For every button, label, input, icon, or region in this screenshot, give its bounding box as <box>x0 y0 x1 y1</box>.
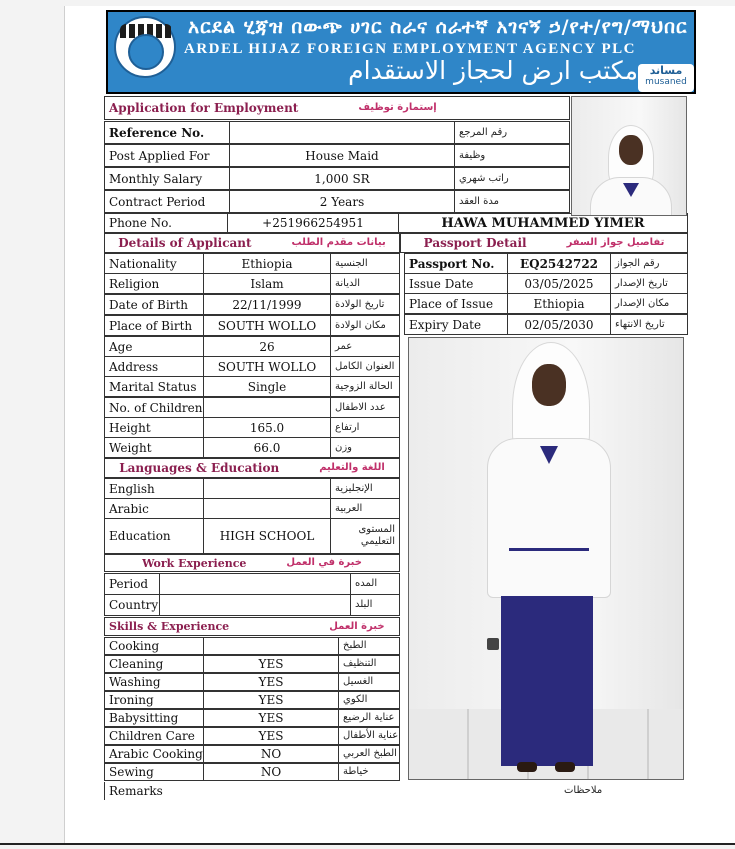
applicant-label-ar: تاريخ الولادة <box>330 294 400 315</box>
skill-value: NO <box>203 745 339 763</box>
application-label-ar: راتب شهري <box>454 167 570 190</box>
work-value <box>159 594 351 616</box>
skill-label-ar: الغسيل <box>338 673 400 691</box>
application-value: 1,000 SR <box>229 167 455 190</box>
language-label: Arabic <box>104 498 204 519</box>
skill-value: YES <box>203 691 339 709</box>
applicant-value: 66.0 <box>203 437 331 458</box>
work-label: Period <box>104 573 160 595</box>
applicant-label: Weight <box>104 437 204 458</box>
application-value <box>229 121 455 144</box>
applicant-label-ar: عدد الاطفال <box>330 397 400 418</box>
skill-value: YES <box>203 709 339 727</box>
application-title-en: Application for Employment <box>109 101 299 115</box>
applicant-label-ar: الجنسية <box>330 253 400 274</box>
applicant-label: No. of Children <box>104 397 204 418</box>
applicant-value: 165.0 <box>203 417 331 438</box>
agency-globe-logo-icon <box>114 16 176 78</box>
applicant-value: SOUTH WOLLO <box>203 315 331 336</box>
application-label: Post Applied For <box>104 144 230 167</box>
skills-section-title-en: Skills & Experience <box>109 620 230 633</box>
passport-label: Passport No. <box>404 253 508 274</box>
work-value <box>159 573 351 595</box>
language-value: HIGH SCHOOL <box>203 518 331 554</box>
remarks-label: Remarks <box>104 782 224 800</box>
applicant-label: Place of Birth <box>104 315 204 336</box>
application-value: House Maid <box>229 144 455 167</box>
language-label-ar: المستوى التعليمي <box>330 518 400 554</box>
applicant-label: Age <box>104 336 204 357</box>
passport-section-title-ar: تفاصيل جواز السفر <box>566 237 665 248</box>
applicant-label-ar: ارتفاع <box>330 417 400 438</box>
skill-value: YES <box>203 727 339 745</box>
applicant-label-ar: الديانة <box>330 273 400 294</box>
passport-value: 03/05/2025 <box>507 273 611 294</box>
language-label: English <box>104 478 204 499</box>
applicant-section-title-en: Details of Applicant <box>118 236 252 250</box>
applicant-value <box>203 397 331 418</box>
phone-label: Phone No. <box>104 213 228 233</box>
skill-label: Children Care <box>104 727 204 745</box>
applicant-label: Religion <box>104 273 204 294</box>
applicant-value: SOUTH WOLLO <box>203 356 331 377</box>
banner-english-name: ARDEL HIJAZ FOREIGN EMPLOYMENT AGENCY PLC <box>184 41 636 57</box>
applicant-value: Single <box>203 376 331 397</box>
skill-value: YES <box>203 673 339 691</box>
passport-label: Expiry Date <box>404 314 508 335</box>
passport-value: 02/05/2030 <box>507 314 611 335</box>
skill-value <box>203 637 339 655</box>
passport-value: Ethiopia <box>507 293 611 314</box>
application-label-ar: رقم المرجع <box>454 121 570 144</box>
applicant-value: 22/11/1999 <box>203 294 331 315</box>
skill-label-ar: الكوي <box>338 691 400 709</box>
applicant-label-ar: الحالة الزوجية <box>330 376 400 397</box>
language-label-ar: العربية <box>330 498 400 519</box>
remarks-label-ar: ملاحظات <box>564 785 603 796</box>
passport-label-ar: رقم الجواز <box>610 253 688 274</box>
applicant-value: Islam <box>203 273 331 294</box>
applicant-full-body-photo <box>408 337 684 780</box>
banner-amharic-name: አርደል ሂጃዝ በውጭ ሀገር ስራና ሰራተኛ አገናኝ ኃ/የተ/የግ/ማህበር <box>188 16 688 38</box>
skill-label: Arabic Cooking <box>104 745 204 763</box>
passport-label: Place of Issue <box>404 293 508 314</box>
skill-label-ar: الطبخ العربي <box>338 745 400 763</box>
work-label-ar: المده <box>350 573 400 595</box>
application-label: Contract Period <box>104 190 230 213</box>
passport-section-title-en: Passport Detail <box>423 236 527 250</box>
passport-label-ar: مكان الإصدار <box>610 293 688 314</box>
applicant-label: Marital Status <box>104 376 204 397</box>
agency-banner <box>106 10 696 94</box>
skill-label: Washing <box>104 673 204 691</box>
applicant-value: Ethiopia <box>203 253 331 274</box>
application-title <box>104 96 570 120</box>
skill-value: NO <box>203 763 339 781</box>
applicant-label-ar: عمر <box>330 336 400 357</box>
applicant-label: Nationality <box>104 253 204 274</box>
applicant-name: HAWA MUHAMMED YIMER <box>398 213 688 233</box>
skills-section-title <box>104 617 400 636</box>
applicant-value: 26 <box>203 336 331 357</box>
application-label: Reference No. <box>104 121 230 144</box>
passport-section-title <box>400 233 688 253</box>
passport-label-ar: تاريخ الانتهاء <box>610 314 688 335</box>
applicant-label-ar: العنوان الكامل <box>330 356 400 377</box>
applicant-label-ar: مكان الولادة <box>330 315 400 336</box>
language-value <box>203 498 331 519</box>
skill-label: Sewing <box>104 763 204 781</box>
languages-section-title-en: Languages & Education <box>119 461 280 475</box>
skill-label: Cleaning <box>104 655 204 673</box>
phone-value: +251966254951 <box>227 213 399 233</box>
applicant-label-ar: وزن <box>330 437 400 458</box>
passport-value: EQ2542722 <box>507 253 611 274</box>
applicant-portrait-photo <box>571 96 687 216</box>
applicant-section-title-ar: بيانات مقدم الطلب <box>291 237 386 248</box>
application-label-ar: مدة العقد <box>454 190 570 213</box>
application-title-ar: إستمارة توظيف <box>358 102 437 113</box>
application-label: Monthly Salary <box>104 167 230 190</box>
skills-section-title-ar: خبرة العمل <box>329 620 385 632</box>
work-section-title <box>104 554 400 572</box>
passport-label-ar: تاريخ الإصدار <box>610 273 688 294</box>
languages-section-title-ar: اللغة والتعليم <box>319 462 385 473</box>
skill-label-ar: خياطة <box>338 763 400 781</box>
skill-label: Cooking <box>104 637 204 655</box>
page-bottom-rule <box>0 843 735 845</box>
skill-label: Babysitting <box>104 709 204 727</box>
application-label-ar: وظيفة <box>454 144 570 167</box>
work-section-title-en: Work Experience <box>142 556 247 570</box>
skill-label: Ironing <box>104 691 204 709</box>
language-label: Education <box>104 518 204 554</box>
skill-label-ar: التنظيف <box>338 655 400 673</box>
applicant-label: Address <box>104 356 204 377</box>
skill-label-ar: الطبخ <box>338 637 400 655</box>
passport-label: Issue Date <box>404 273 508 294</box>
languages-section-title <box>104 458 400 478</box>
applicant-section-title <box>104 233 400 253</box>
skill-label-ar: عناية الرضيع <box>338 709 400 727</box>
applicant-label: Height <box>104 417 204 438</box>
language-label-ar: الإنجليزية <box>330 478 400 499</box>
work-label: Country <box>104 594 160 616</box>
work-label-ar: البلد <box>350 594 400 616</box>
language-value <box>203 478 331 499</box>
skill-label-ar: عناية الأطفال <box>338 727 400 745</box>
banner-arabic-name: مكتب ارض لحجاز الاستقدام <box>348 56 638 85</box>
skill-value: YES <box>203 655 339 673</box>
application-value: 2 Years <box>229 190 455 213</box>
work-section-title-ar: خبرة في العمل <box>286 557 362 568</box>
musaned-logo: مساند musaned <box>638 64 694 92</box>
applicant-label: Date of Birth <box>104 294 204 315</box>
